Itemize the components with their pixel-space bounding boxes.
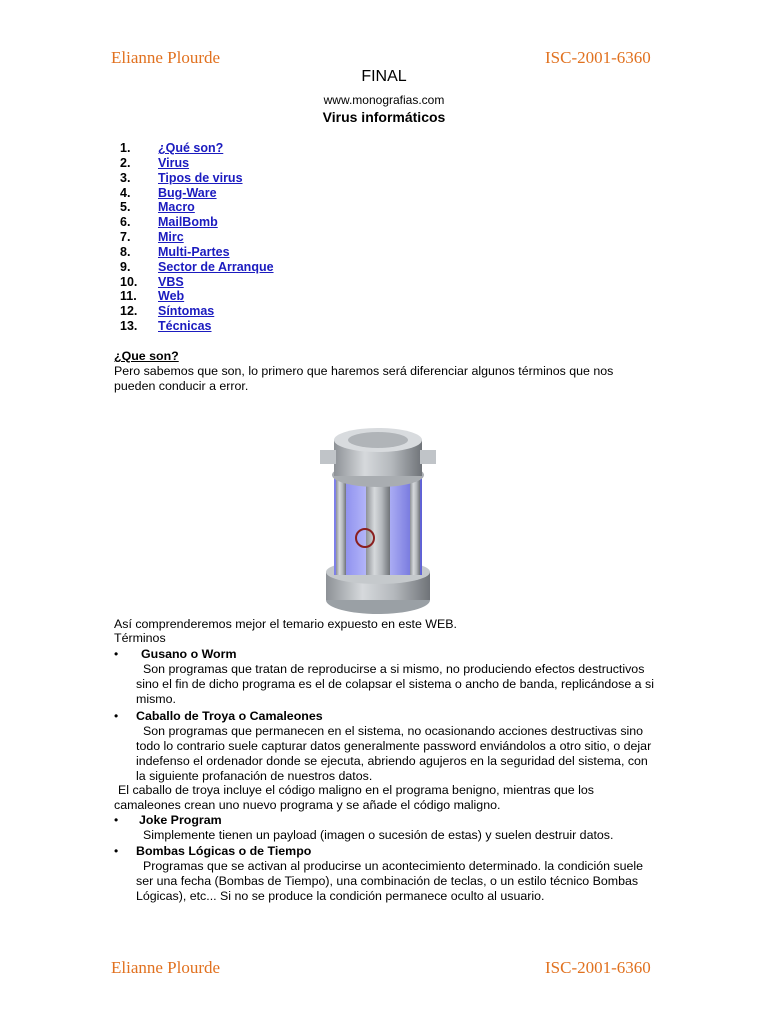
toc-link-que-son[interactable]: ¿Qué son? (158, 141, 224, 155)
term-text: implemente tienen un payload (imagen o sucesión de estas) y suelen destruir datos. (151, 828, 614, 842)
term-title: Joke Program (139, 813, 222, 827)
doc-title: Virus informáticos (322, 109, 446, 125)
after-image-text: Así comprenderemos mejor el temario expuesto en este WEB. (114, 617, 457, 631)
term-initial: S (143, 662, 152, 676)
toc-item (120, 304, 274, 319)
toc-link-bug-ware[interactable]: Bug-Ware (158, 185, 217, 200)
section-intro: Pero sabemos que son, lo primero que haremos será diferenciar algunos términos que nos pueden conducir a error. (114, 364, 614, 393)
toc-link-virus[interactable]: Virus (158, 155, 190, 170)
toc-number: 4. (120, 185, 131, 200)
header-code: ISC-2001-6360 (545, 48, 651, 67)
toc-item (120, 215, 274, 230)
toc-link-tipos-de-virus[interactable]: Tipos de virus (158, 170, 243, 185)
toc-item (120, 289, 274, 304)
toc-number: 6. (120, 215, 131, 230)
term-description (136, 724, 656, 784)
toc-link-macro[interactable]: Macro (158, 200, 195, 215)
term-title: Caballo de Troya o Camaleones (136, 709, 323, 723)
term-description (136, 828, 656, 843)
toc-link-web[interactable]: Web (158, 289, 185, 304)
term-initial: P (143, 859, 152, 873)
section-heading: ¿Que son? (114, 349, 179, 363)
toc-item (120, 260, 274, 275)
term-title: Gusano o Worm (141, 647, 237, 661)
bullet-icon: • (114, 709, 119, 723)
toc-link-sector-de-arranque[interactable]: Sector de Arranque (158, 259, 274, 274)
toc-number: 11. (120, 289, 137, 304)
bullet-icon: • (114, 647, 119, 661)
toc-item (120, 200, 274, 215)
toc-number: 7. (120, 230, 131, 245)
toc-number: 10. (120, 274, 138, 289)
header-author: Elianne Plourde (111, 48, 221, 67)
term-text: on programas que permanecen en el sistema, no ocasionando acciones destructivas sino todo lo contrario suele capturar datos generalmente password enviándolos a otro sitio, o dejar indefenso el ordenador donde se ejecuta, abriendo agujeros en la seguridad del sistema, con la siguiente profanación de nuestros datos. (136, 724, 652, 783)
toc-item (120, 230, 274, 245)
term-description (136, 662, 656, 707)
toc-item (120, 319, 274, 334)
bullet-icon: • (114, 844, 119, 858)
term-description (136, 859, 656, 904)
terms-label: Términos (114, 631, 166, 645)
toc-link-multi-partes[interactable]: Multi-Partes (158, 244, 230, 259)
toc-number: 5. (120, 200, 131, 215)
term-initial: S (143, 828, 152, 842)
toc-number: 2. (120, 155, 131, 170)
footer-code: ISC-2001-6360 (545, 958, 651, 977)
table-of-contents (120, 141, 274, 334)
toc-item (120, 171, 274, 186)
toc-item (120, 141, 274, 156)
doc-source-url: www.monografias.com (323, 93, 445, 107)
term-text: on programas que tratan de reproducirse a si mismo, no produciendo efectos destructivos sino el fin de dicho programa es el de colapsar el sistema o ancho de banda, replicándose a si mismo. (136, 662, 654, 706)
toc-number: 3. (120, 170, 131, 185)
toc-item (120, 156, 274, 171)
toc-item (120, 245, 274, 260)
toc-link-mailbomb[interactable]: MailBomb (158, 215, 218, 230)
virus-canister-illustration (318, 420, 438, 620)
term-text: rogramas que se activan al producirse un acontecimiento determinado. la condición suele ser una fecha (Bombas de Tiempo), una combinación de teclas, o un estilo técnico Bombas Lógicas), etc... Si no se produce la condición permanece oculto al usuario. (136, 859, 644, 903)
footer-author: Elianne Plourde (111, 958, 221, 977)
doc-final-label: FINAL (361, 68, 407, 85)
toc-number: 12. (120, 304, 138, 319)
toc-link-mirc[interactable]: Mirc (158, 230, 184, 245)
toc-link-tecnicas[interactable]: Técnicas (158, 319, 212, 334)
trojan-note: El caballo de troya incluye el código maligno en el programa benigno, mientras que los camaleones crean uno nuevo programa y se añade el código maligno. (114, 783, 594, 812)
term-initial: S (143, 724, 152, 738)
toc-number: 9. (120, 259, 131, 274)
toc-item (120, 186, 274, 201)
term-title: Bombas Lógicas o de Tiempo (136, 844, 312, 858)
toc-item (120, 275, 274, 290)
toc-number: 8. (120, 244, 131, 259)
toc-link-sintomas[interactable]: Síntomas (158, 304, 215, 319)
toc-number: 1. (120, 141, 131, 155)
bullet-icon: • (114, 813, 119, 827)
toc-link-vbs[interactable]: VBS (158, 274, 184, 289)
toc-number: 13. (120, 319, 138, 334)
